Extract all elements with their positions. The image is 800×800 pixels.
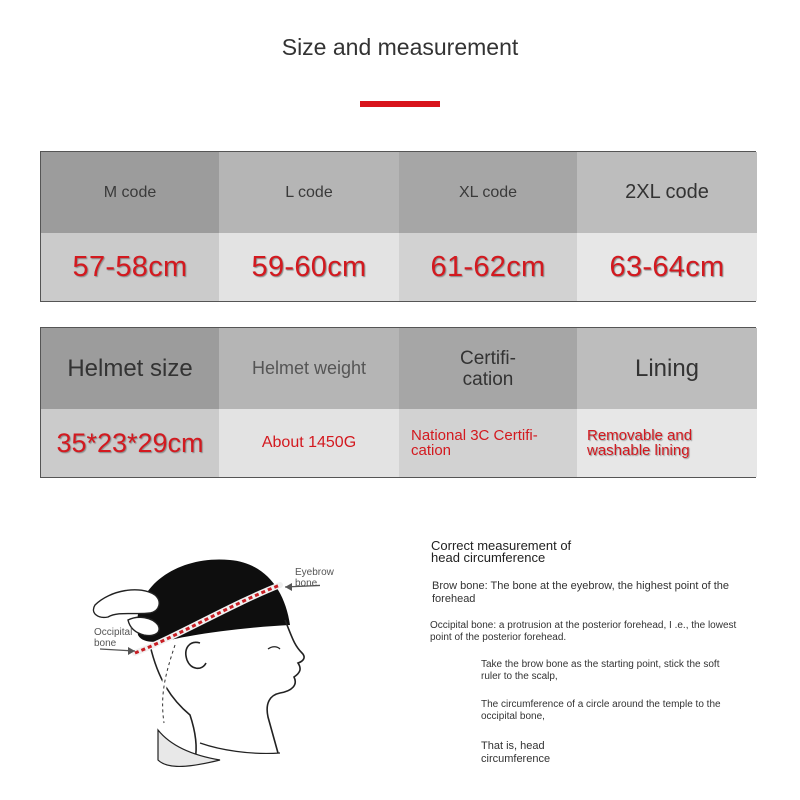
size-value-xl: 61-62cm [399, 233, 577, 301]
head-illustration [80, 545, 320, 770]
size-header-xl: XL code [399, 152, 577, 233]
spec-header-helmet-weight: Helmet weight [219, 328, 399, 409]
step-1-note: Take the brow bone as the starting point, stick the soft ruler to the scalp, [481, 659, 720, 682]
brow-bone-note: Brow bone: The bone at the eyebrow, the highest point of the forehead [432, 580, 730, 605]
step-3-note: That is, head circumference [481, 740, 551, 765]
spec-value-helmet-size: 35*23*29cm [41, 409, 219, 477]
head-measurement-diagram [80, 545, 320, 770]
spec-table [40, 327, 756, 478]
spec-value-certification: National 3C Certifi- cation [399, 409, 577, 477]
size-header-2xl: 2XL code [577, 152, 757, 233]
spec-header-certification: Certifi- cation [399, 328, 577, 409]
size-value-m: 57-58cm [41, 233, 219, 301]
size-header-l: L code [219, 152, 399, 233]
title-underline [360, 101, 440, 107]
size-value-l: 59-60cm [219, 233, 399, 301]
size-value-2xl: 63-64cm [577, 233, 757, 301]
size-header-m: M code [41, 152, 219, 233]
size-table [40, 151, 756, 302]
occipital-bone-note: Occipital bone: a protrusion at the posterior forehead, I .e., the lowest point of the posterior forehead. [430, 620, 737, 643]
spec-value-lining: Removable and washable lining [577, 409, 757, 477]
measurement-instructions-title: Correct measurement of head circumference [431, 538, 572, 565]
spec-value-helmet-weight: About 1450G [219, 409, 399, 477]
spec-header-lining: Lining [577, 328, 757, 409]
eyebrow-bone-label: Eyebrow bone [295, 567, 334, 589]
step-2-note: The circumference of a circle around the temple to the occipital bone, [481, 699, 721, 722]
spec-header-helmet-size: Helmet size [41, 328, 219, 409]
page-title: Size and measurement [281, 34, 519, 60]
occipital-bone-label: Occipital bone [94, 627, 133, 649]
